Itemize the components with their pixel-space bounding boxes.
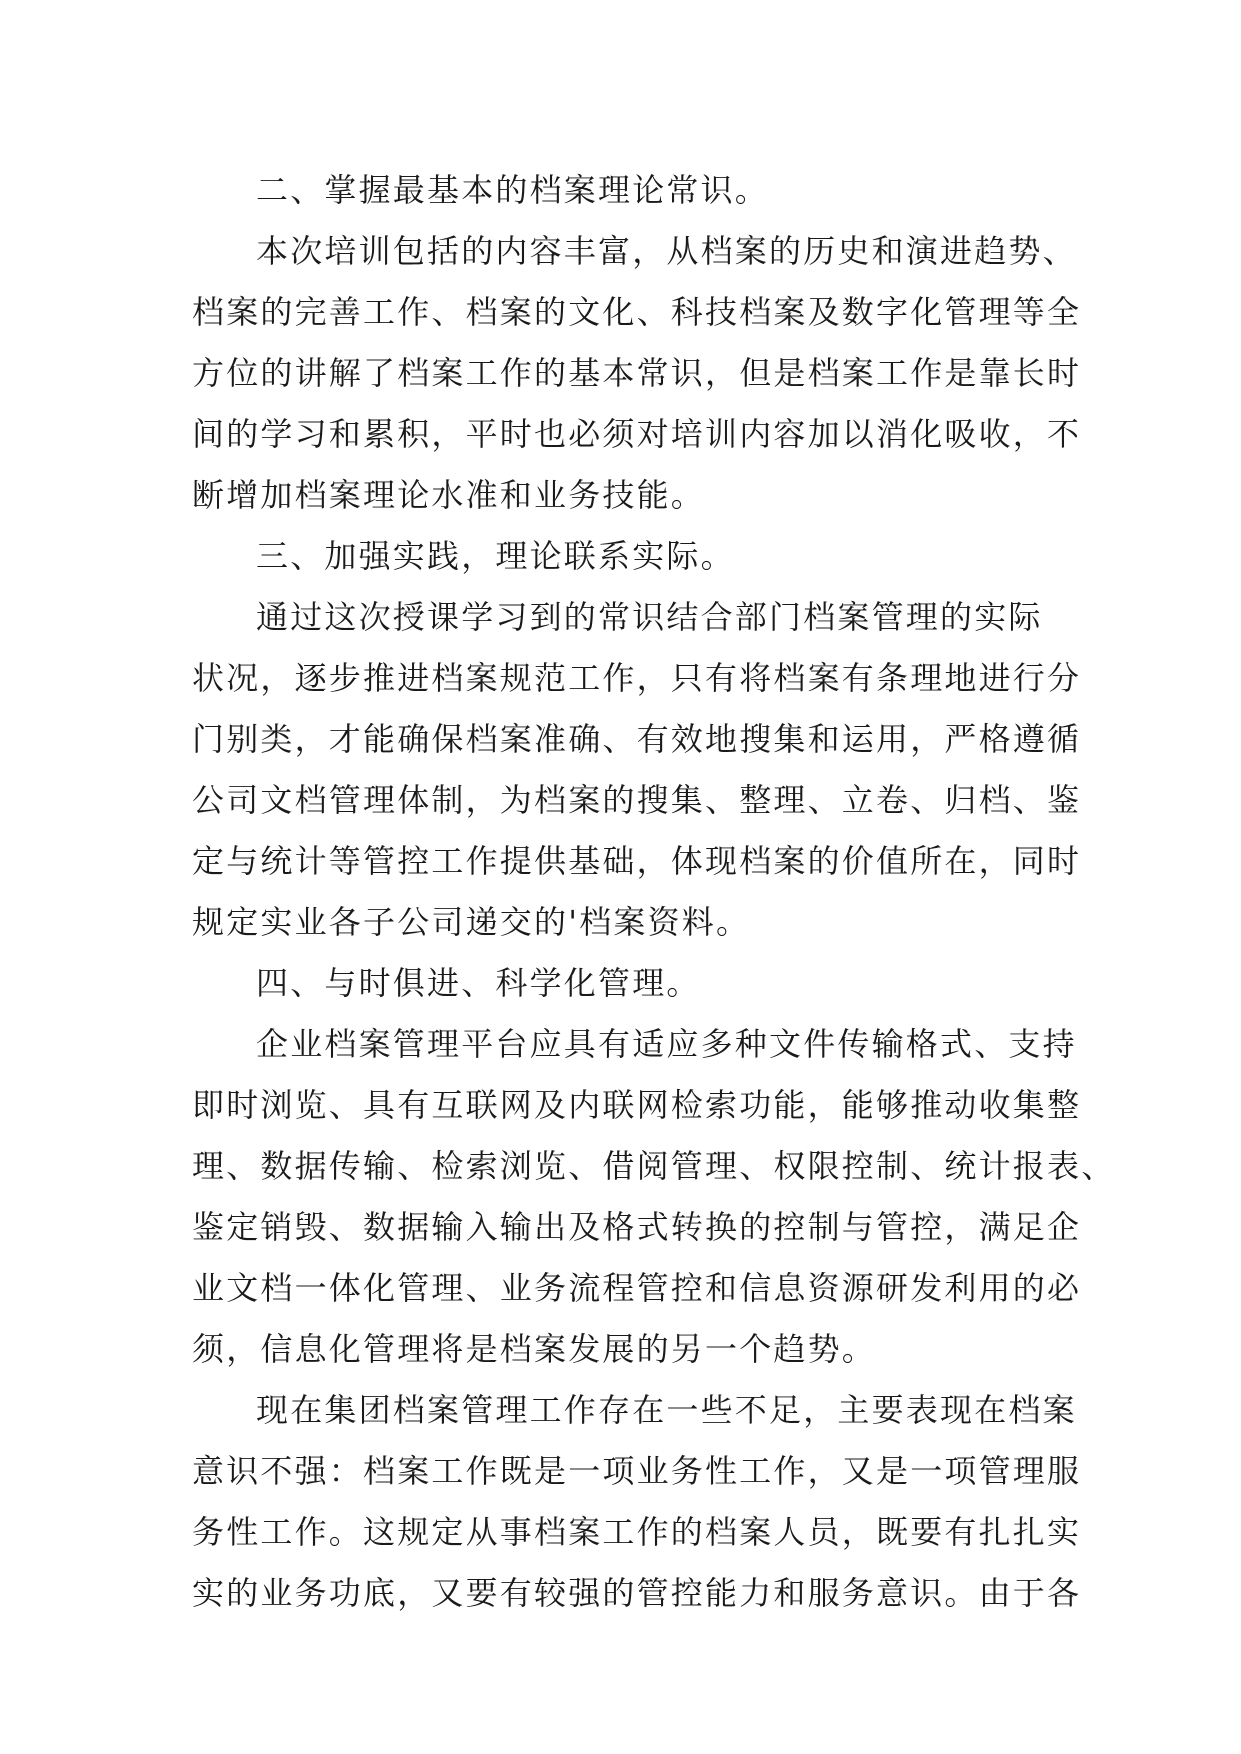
text-line: 二、掌握最基本的档案理论常识。 xyxy=(256,171,770,209)
text-line: 理、数据传输、检索浏览、借阅管理、权限控制、统计报表、 xyxy=(192,1147,1116,1185)
text-line: 状况，逐步推进档案规范工作，只有将档案有条理地进行分 xyxy=(192,659,1082,697)
text-line: 须，信息化管理将是档案发展的另一个趋势。 xyxy=(192,1330,877,1368)
text-line: 间的学习和累积，平时也必须对培训内容加以消化吸收，不 xyxy=(192,415,1082,453)
text-line: 四、与时俱进、科学化管理。 xyxy=(256,964,701,1002)
text-line: 即时浏览、具有互联网及内联网检索功能，能够推动收集整 xyxy=(192,1086,1082,1124)
document-body xyxy=(192,160,1116,1624)
text-line: 业文档一体化管理、业务流程管控和信息资源研发利用的必 xyxy=(192,1269,1082,1307)
text-line: 现在集团档案管理工作存在一些不足，主要表现在档案 xyxy=(256,1391,1077,1429)
text-line: 断增加档案理论水准和业务技能。 xyxy=(192,476,706,514)
text-line: 定与统计等管控工作提供基础，体现档案的价值所在，同时 xyxy=(192,842,1082,880)
text-line: 意识不强：档案工作既是一项业务性工作，又是一项管理服 xyxy=(192,1452,1082,1490)
text-line: 门别类，才能确保档案准确、有效地搜集和运用，严格遵循 xyxy=(192,720,1082,758)
text-line: 本次培训包括的内容丰富，从档案的历史和演进趋势、 xyxy=(256,232,1077,270)
text-line: 务性工作。这规定从事档案工作的档案人员，既要有扎扎实 xyxy=(192,1513,1082,1551)
text-line: 通过这次授课学习到的常识结合部门档案管理的实际 xyxy=(256,598,1043,636)
text-line: 档案的完善工作、档案的文化、科技档案及数字化管理等全 xyxy=(192,293,1082,331)
text-line: 方位的讲解了档案工作的基本常识，但是档案工作是靠长时 xyxy=(192,354,1082,392)
text-line: 公司文档管理体制，为档案的搜集、整理、立卷、归档、鉴 xyxy=(192,781,1082,819)
text-line: 企业档案管理平台应具有适应多种文件传输格式、支持 xyxy=(256,1025,1077,1063)
text-line: 鉴定销毁、数据输入输出及格式转换的控制与管控，满足企 xyxy=(192,1208,1082,1246)
text-line: 规定实业各子公司递交的'档案资料。 xyxy=(192,903,751,941)
text-line: 三、加强实践，理论联系实际。 xyxy=(256,537,735,575)
text-line: 实的业务功底，又要有较强的管控能力和服务意识。由于各 xyxy=(192,1574,1082,1612)
